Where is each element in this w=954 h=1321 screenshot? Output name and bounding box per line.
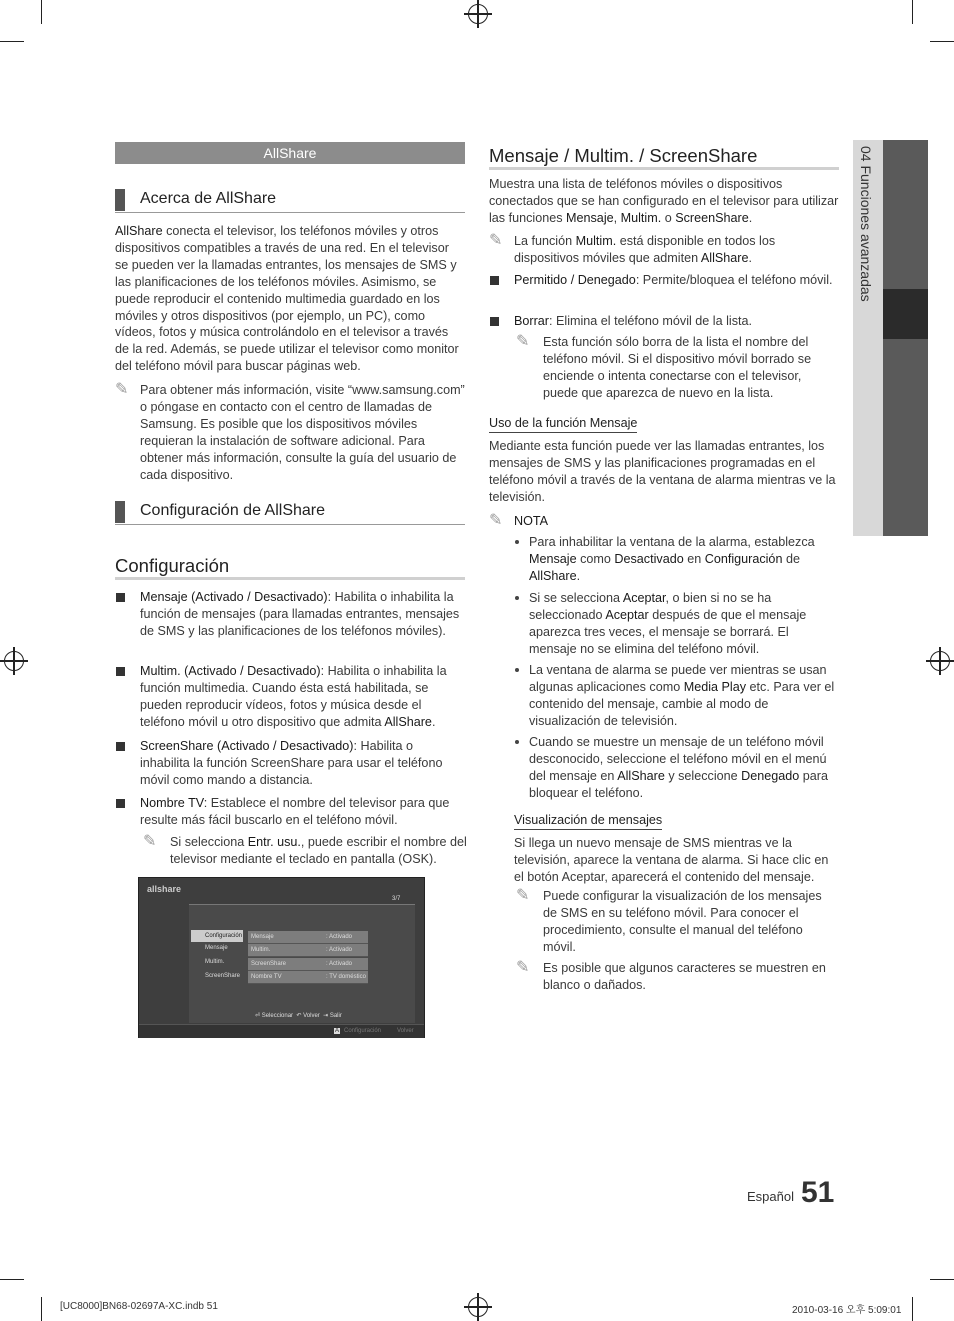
term: Mensaje [566, 210, 614, 225]
registration-mark-icon [930, 651, 950, 671]
acerca-paragraph [115, 223, 465, 375]
hint-select: Seleccionar [261, 1013, 294, 1019]
square-bullet-icon [116, 667, 125, 676]
tv-menu-item-mensaje[interactable]: Mensaje [205, 945, 228, 951]
crop-mark [930, 41, 954, 42]
text: Para inhabilitar la ventana de la alarma, establezca [529, 535, 815, 549]
text: , o bien si no se ha seleccionado [529, 591, 772, 622]
allshare-term: AllShare [115, 224, 163, 238]
borrar-note: Esta función sólo borra de la lista el nombre del teléfono móvil. Si el dispositivo móvil borrado se enciende o intenta conectarse con el televisor, puede que aparezca de nuevo en la lista. [543, 335, 812, 400]
registration-mark-icon [4, 651, 24, 671]
crop-mark [0, 41, 24, 42]
heading-config-allshare [115, 501, 465, 525]
text: . [576, 568, 581, 583]
pencil-note-icon: ✎ [516, 959, 530, 976]
config-item-multim [140, 663, 465, 731]
text: La función [514, 234, 576, 248]
side-tab-active [883, 289, 928, 339]
term: Aceptar [622, 591, 666, 605]
hint-back: Volver [303, 1013, 320, 1019]
term: Aceptar [605, 607, 649, 622]
a-button-icon: A [335, 1028, 340, 1034]
tv-row[interactable] [248, 958, 368, 971]
vis-note-2: Es posible que algunos caracteres se muestren en blanco o dañados. [543, 961, 826, 992]
term: Denegado [741, 768, 800, 783]
right-title: Mensaje / Multim. / ScreenShare [489, 145, 758, 166]
title-rule [489, 167, 839, 170]
bullet-dot [515, 540, 519, 544]
term: AllShare [384, 714, 432, 729]
term: AllShare [529, 568, 577, 583]
bullet-dot [515, 668, 519, 672]
return-icon: ↶ [296, 1013, 302, 1019]
pencil-note-icon: ✎ [489, 512, 503, 529]
tv-row-label: Nombre TV [251, 974, 282, 980]
title-rule [115, 577, 465, 580]
config-item-nombre-tv [140, 795, 465, 829]
tv-row-label: Multim. [251, 947, 271, 953]
vis-paragraph: Si llega un nuevo mensaje de SMS mientras ve la televisión, aparece la ventana de alarma. Si hace clic en el botón Aceptar, aparecerá el contenido del mensaje. [514, 836, 829, 884]
tv-logo: allshare [147, 884, 182, 894]
square-bullet-icon [116, 799, 125, 808]
vis-heading: Visualización de mensajes [514, 813, 662, 830]
tv-row-value: : TV doméstico [326, 974, 366, 980]
tv-bottom-bar [139, 1024, 424, 1038]
text: . [431, 714, 436, 729]
multim-note [514, 233, 839, 267]
text: : Elimina el teléfono móvil de la lista. [549, 314, 752, 328]
text: Si se selecciona [529, 591, 623, 605]
side-tab-label: 04 Funciones avanzadas [858, 146, 874, 302]
tv-menu-item-config[interactable]: Configuración [191, 930, 243, 942]
exit-icon: ⇥ [323, 1013, 329, 1019]
pencil-note-icon: ✎ [516, 333, 530, 350]
crop-mark [912, 1297, 913, 1321]
tv-row-value: : Activado [326, 947, 353, 953]
nota-bullet-1 [529, 534, 839, 585]
text: de [782, 551, 800, 566]
bullet-dot [515, 596, 519, 600]
nota-label: NOTA [514, 514, 549, 528]
crop-mark [912, 0, 913, 24]
text: Cuando se muestre un mensaje de un teléfono móvil desconocido, seleccione el teléfono móvil en el menú del mensaje en [529, 735, 827, 783]
heading-acerca [115, 189, 465, 213]
crop-mark [41, 0, 42, 24]
pencil-note-icon: ✎ [143, 833, 157, 850]
footer-file: [UC8000]BN68-02697A-XC.indb 51 [60, 1301, 218, 1312]
term: Desactivado [614, 551, 684, 566]
registration-mark-icon [468, 1297, 488, 1317]
vis-note-1: Puede configurar la visualización de los mensajes de SMS en su teléfono móvil. Para conocer el procedimiento, consulte el manual del teléfono móvil. [543, 889, 822, 954]
text: : Establece el nombre del televisor para que resulte más fácil buscarlo en el teléfono móvil. [140, 796, 450, 827]
text: está disponible en todos los dispositivos móviles que admiten [514, 234, 776, 265]
crop-mark [0, 1279, 24, 1280]
configuracion-title: Configuración [115, 555, 230, 576]
heading-text: Configuración de AllShare [140, 502, 326, 519]
text: . [748, 250, 753, 265]
term: Media Play [683, 679, 747, 694]
text: etc. Para ver el contenido del mensaje, cambie al modo de visualización de televisión. [529, 679, 835, 728]
acerca-note: Para obtener más información, visite “www.samsung.com” o póngase en contacto con el centro de llamadas de Samsung. Es posible que los dispositivos móviles requieran la instalación de software adicional. Para obtener más información, consulte la guía del usuario de cada dispositivo. [140, 383, 465, 482]
crop-mark [930, 1279, 954, 1280]
heading-marker [115, 189, 125, 211]
square-bullet-icon [116, 593, 125, 602]
bullet-dot [515, 740, 519, 744]
term: Multim. (Activado / Desactivado) [140, 664, 321, 678]
tv-menu-item-screenshare[interactable]: ScreenShare [205, 973, 241, 979]
pencil-note-icon: ✎ [516, 887, 530, 904]
term: ScreenShare [675, 210, 749, 225]
text: : Habilita o inhabilita la función de mensajes (para llamadas entrantes, mensajes de SMS y las planificaciones de los teléfonos móviles). [140, 590, 460, 638]
text: y seleccione [664, 768, 742, 783]
acerca-text: conecta el televisor, los teléfonos móviles y otros dispositivos compatibles a través de una red. En el televisor se pueden ver la llamadas entrantes, los mensajes de SMS y las planificaciones de los teléfonos móviles. Asimismo, se puede reproducir el contenido multimedia guardado en los móviles y otros dispositivos (por ejemplo, un PC), como vídeos, fotos y música controlándolo en el televisor a través de la red. Además, se puede utilizar el televisor como monitor del teléfono móvil para buscar páginas web. [115, 224, 459, 374]
section-band: AllShare [115, 142, 465, 164]
tv-hints [255, 1012, 342, 1019]
nombre-tv-note [170, 834, 470, 868]
tv-settings-list [248, 931, 368, 985]
text: . [748, 210, 753, 225]
tv-row[interactable] [248, 931, 368, 944]
tv-row[interactable] [248, 944, 368, 957]
tv-menu-item-multim[interactable]: Multim. [205, 959, 225, 965]
heading-text: Acerca de AllShare [140, 190, 277, 207]
text: después de que el mensaje aparezca tres veces, el mensaje se borrará. El mensaje no se elimina del teléfono móvil. [529, 607, 807, 656]
text: como [576, 551, 615, 566]
term: Entr. usu. [247, 835, 301, 849]
borrar-item [514, 313, 839, 330]
text: : Habilita o inhabilita la función multimedia. Cuando ésta está habilitada, se pueden reproducir vídeos, fotos y música desde el teléfono móvil u otro dispositivo que admita [140, 664, 447, 729]
enter-icon: ⏎ [255, 1013, 261, 1019]
config-item-screenshare [140, 738, 465, 789]
tv-menu [191, 930, 243, 982]
uso-paragraph: Mediante esta función puede ver las llamadas entrantes, los mensajes de SMS y las planificaciones programadas en el teléfono móvil a través de la ventana de alarma mientras ve la televisión. [489, 439, 836, 504]
term: Multim. [575, 234, 617, 248]
tv-row-label: ScreenShare [251, 961, 287, 967]
nota-bullet-4 [529, 734, 839, 802]
text: , [613, 210, 621, 225]
term: Configuración [704, 551, 783, 566]
pencil-note-icon: ✎ [115, 381, 129, 398]
right-intro [489, 176, 839, 227]
text: Si selecciona [170, 835, 248, 849]
tv-page-indicator: 3/7 [392, 896, 401, 902]
pencil-note-icon: ✎ [489, 232, 503, 249]
hint-exit: Salir [329, 1013, 342, 1019]
tv-row[interactable] [248, 971, 368, 984]
term: Mensaje [529, 551, 577, 566]
tv-row-value: : Activado [326, 934, 353, 940]
bottom-back: Volver [397, 1028, 414, 1034]
registration-mark-icon [468, 4, 488, 24]
text: o [661, 210, 676, 225]
tv-row-label: Mensaje [251, 934, 274, 940]
heading-marker [115, 501, 125, 523]
text: en [683, 551, 705, 566]
text: La ventana de alarma se puede ver mientras se usan algunas aplicaciones como [529, 663, 827, 694]
tv-screenshot [138, 877, 425, 1038]
footer-date: 2010-03-16 오후 5:09:01 [792, 1305, 902, 1316]
term: AllShare [700, 250, 749, 265]
text: Muestra una lista de teléfonos móviles o dispositivos conectados que se han configurado en el televisor para utilizar las funciones [489, 177, 839, 225]
square-bullet-icon [490, 317, 499, 326]
text: , puede escribir el nombre del televisor mediante el teclado en pantalla (OSK). [170, 835, 467, 866]
crop-mark [41, 1297, 42, 1321]
square-bullet-icon [116, 742, 125, 751]
config-item-mensaje [140, 589, 465, 640]
bottom-config: Configuración [344, 1028, 382, 1034]
square-bullet-icon [490, 276, 499, 285]
footer-language: Español [747, 1189, 794, 1204]
term: Permitido / Denegado [514, 273, 636, 287]
term: Nombre TV [140, 796, 204, 810]
page-number: 51 [801, 1176, 835, 1209]
uso-heading: Uso de la función Mensaje [489, 416, 637, 433]
tv-row-value: : Activado [326, 961, 353, 967]
text: : Permite/bloquea el teléfono móvil. [635, 273, 833, 287]
nota-bullet-2 [529, 590, 839, 658]
term: Multim. [620, 210, 662, 225]
text: : Habilita o inhabilita la función ScreenShare para usar el teléfono móvil como mando a distancia. [140, 739, 443, 787]
term: AllShare [617, 768, 665, 783]
term: Mensaje (Activado / Desactivado) [140, 590, 328, 604]
permitido-item [514, 272, 839, 289]
nota-bullet-3 [529, 662, 839, 730]
text: para bloquear el teléfono. [529, 768, 828, 800]
term: Borrar [514, 314, 549, 328]
term: ScreenShare (Activado / Desactivado) [140, 739, 354, 753]
